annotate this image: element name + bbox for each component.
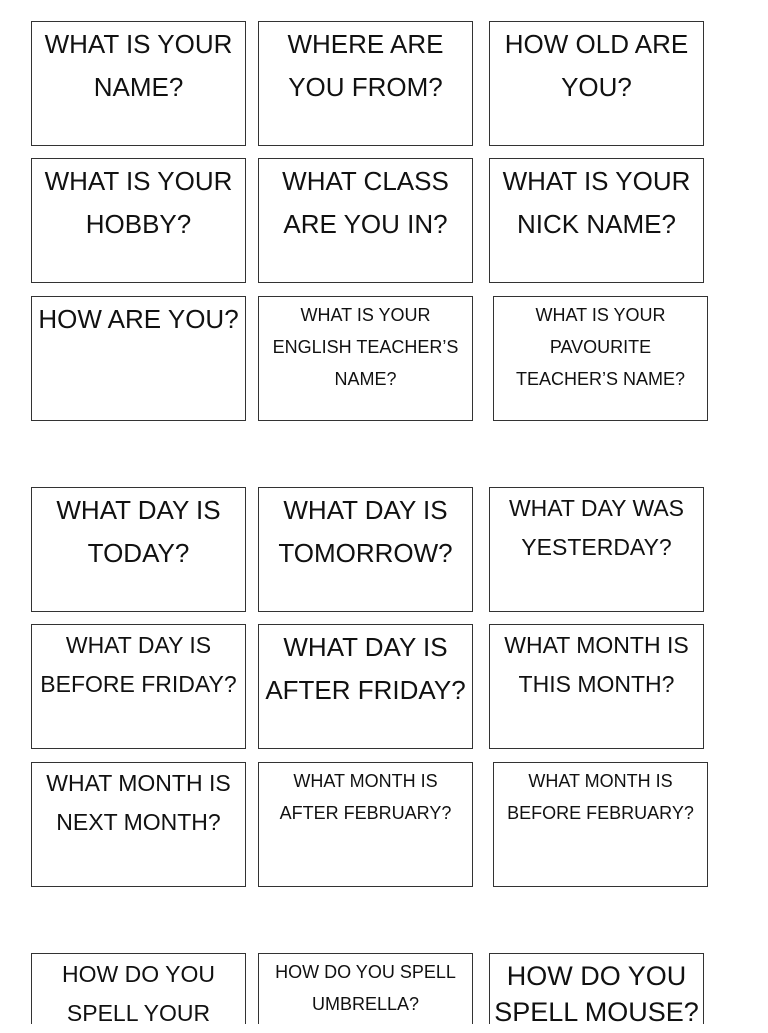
- card-text: WHAT DAY IS TOMORROW?: [278, 495, 453, 568]
- card-text: WHAT MONTH IS AFTER FEBRUARY?: [279, 771, 452, 823]
- card-what-month-is-after-february: [258, 762, 473, 887]
- card-text: WHAT IS YOUR NICK NAME?: [502, 166, 691, 239]
- card-what-day-is-after-friday: [258, 624, 473, 749]
- card-where-are-you-from: [258, 21, 473, 146]
- card-text: WHAT IS YOUR ENGLISH TEACHER’S NAME?: [272, 305, 459, 389]
- card-text: WHAT CLASS ARE YOU IN?: [282, 166, 449, 239]
- card-what-month-is-next-month: [31, 762, 246, 887]
- card-text: WHAT DAY WAS YESTERDAY?: [508, 495, 685, 560]
- card-what-month-is-before-february: [493, 762, 708, 887]
- card-how-old-are-you: [489, 21, 704, 146]
- card-text: WHAT MONTH IS THIS MONTH?: [504, 632, 689, 697]
- card-what-class-are-you-in: [258, 158, 473, 283]
- card-text: HOW DO YOU SPELL UMBRELLA?: [275, 962, 456, 1014]
- card-text: WHAT IS YOUR HOBBY?: [44, 166, 233, 239]
- card-what-day-is-before-friday: [31, 624, 246, 749]
- card-what-month-is-this-month: [489, 624, 704, 749]
- card-what-is-your-name: [31, 21, 246, 146]
- card-what-day-was-yesterday: [489, 487, 704, 612]
- card-pavourite-teachers-name: [493, 296, 708, 421]
- card-text: WHAT MONTH IS NEXT MONTH?: [46, 770, 231, 835]
- card-text: WHAT IS YOUR NAME?: [44, 29, 233, 102]
- card-text: HOW OLD ARE YOU?: [504, 29, 689, 102]
- card-text: WHAT DAY IS BEFORE FRIDAY?: [40, 632, 237, 697]
- card-text: WHAT IS YOUR PAVOURITE TEACHER’S NAME?: [515, 305, 686, 389]
- card-text: WHAT MONTH IS BEFORE FEBRUARY?: [507, 771, 694, 823]
- card-text: HOW ARE YOU?: [38, 304, 239, 334]
- card-what-day-is-today: [31, 487, 246, 612]
- card-text: WHAT DAY IS AFTER FRIDAY?: [265, 632, 466, 705]
- card-text: WHERE ARE YOU FROM?: [287, 29, 444, 102]
- card-what-is-your-nick-name: [489, 158, 704, 283]
- card-text: HOW DO YOU SPELL YOUR: [62, 961, 215, 1026]
- card-how-do-you-spell-your: [31, 953, 246, 1024]
- card-how-are-you: [31, 296, 246, 421]
- card-text: HOW DO YOU SPELL MOUSE?: [494, 961, 699, 1024]
- card-english-teachers-name: [258, 296, 473, 421]
- card-how-do-you-spell-umbrella: [258, 953, 473, 1024]
- card-text: WHAT DAY IS TODAY?: [56, 495, 221, 568]
- card-what-is-your-hobby: [31, 158, 246, 283]
- card-what-day-is-tomorrow: [258, 487, 473, 612]
- card-how-do-you-spell-mouse: [489, 953, 704, 1024]
